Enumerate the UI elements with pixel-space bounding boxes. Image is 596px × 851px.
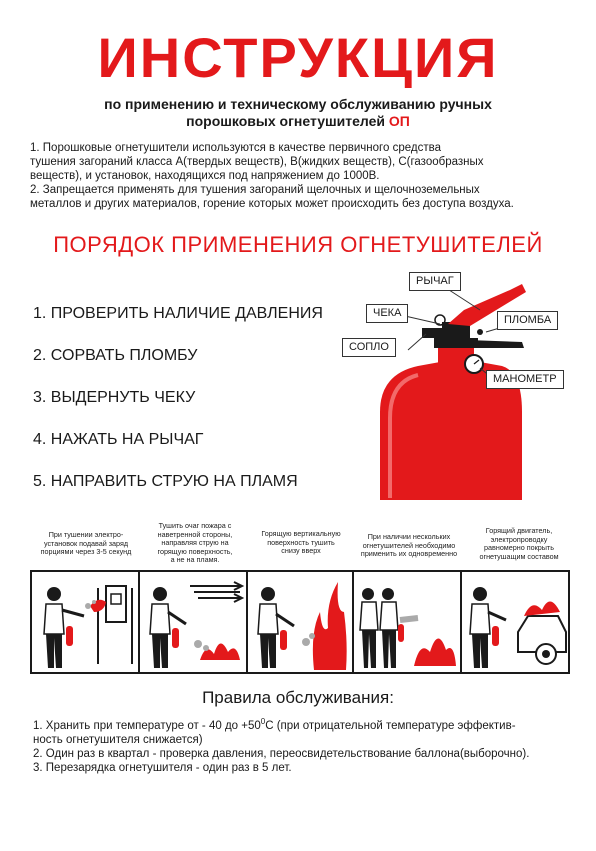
label-pin: ЧЕКА bbox=[366, 304, 408, 323]
tip-caption: Тушить очаг пожара с наветренной стороны, направляя струю на горящую поверхность, а не на пламя. bbox=[157, 521, 233, 564]
usage-step: 5. НАПРАВИТЬ СТРУЮ НА ПЛАМЯ bbox=[33, 473, 298, 490]
subtitle-line-2 bbox=[40, 113, 556, 130]
label-nozzle: СОПЛО bbox=[342, 338, 396, 357]
tip-illustration bbox=[246, 570, 356, 674]
firefighter-vertical-icon bbox=[248, 572, 354, 672]
usage-step: 3. ВЫДЕРНУТЬ ЧЕКУ bbox=[33, 389, 196, 406]
intro-line: тушения загораний класса А(твердых веществ), В(жидких веществ), С(газообразных bbox=[30, 156, 484, 168]
firefighter-engine-icon bbox=[462, 572, 568, 672]
label-seal: ПЛОМБА bbox=[497, 311, 558, 330]
label-lever: РЫЧАГ bbox=[409, 272, 461, 291]
intro-line: 1. Порошковые огнетушители используются в качестве первичного средства bbox=[30, 142, 441, 154]
tip-caption: При тушении электро- установок подавай заряд порциями через 3-5 секунд bbox=[40, 530, 132, 556]
label-gauge: МАНОМЕТР bbox=[486, 370, 564, 389]
tip-caption: Горящую вертикальную поверхность тушить снизу вверх bbox=[261, 529, 341, 555]
intro-line: 2. Запрещается применять для тушения загораний щелочных и щелочноземельных bbox=[30, 184, 480, 196]
maintenance-rule: 2. Один раз в квартал - проверка давления, переосвидетельствование баллона(выборочно). bbox=[33, 747, 530, 760]
intro-line: веществ), и установок, находящихся под напряжением до 1000В. bbox=[30, 170, 380, 182]
firefighters-together-icon bbox=[354, 572, 460, 672]
intro-text bbox=[30, 141, 575, 211]
tip-illustration bbox=[352, 570, 462, 674]
maintenance-title: Правила обслуживания: bbox=[202, 688, 394, 707]
page-subtitle bbox=[40, 96, 556, 130]
nozzle-icon bbox=[422, 328, 444, 338]
tip-illustration bbox=[138, 570, 248, 674]
subtitle-line-1: по применению и техническому обслуживанию ручных bbox=[104, 96, 492, 112]
tip-caption: Горящий двигатель, электропроводку равномерно покрыть огнетушащим составом bbox=[479, 526, 559, 561]
tip-illustration bbox=[30, 570, 140, 674]
maintenance-rule: ность огнетушителя снижается) bbox=[33, 733, 203, 746]
subtitle-accent: ОП bbox=[388, 113, 410, 129]
usage-step: 1. ПРОВЕРИТЬ НАЛИЧИЕ ДАВЛЕНИЯ bbox=[33, 305, 323, 322]
handle-icon bbox=[468, 340, 524, 348]
tip-caption: При наличии нескольких огнетушителей необходимо применить их одновременно bbox=[360, 532, 458, 558]
maintenance-rules bbox=[33, 715, 578, 775]
maintenance-rule: 3. Перезарядка огнетушителя - один раз в 5 лет. bbox=[33, 761, 292, 774]
subtitle-line-2-text: порошковых огнетушителей bbox=[186, 113, 385, 129]
seal-icon bbox=[477, 329, 483, 335]
firefighter-electrical-icon bbox=[32, 572, 138, 672]
tip-illustration bbox=[460, 570, 570, 674]
usage-step: 4. НАЖАТЬ НА РЫЧАГ bbox=[33, 431, 204, 448]
maintenance-rule: 1. Хранить при температуре от - 40 до $+50^0С$ (при отрицательной температуре эффектив- bbox=[33, 717, 516, 732]
usage-step: 2. СОРВАТЬ ПЛОМБУ bbox=[33, 347, 198, 364]
firefighter-windward-icon bbox=[140, 572, 246, 672]
usage-title: ПОРЯДОК ПРИМЕНЕНИЯ ОГНЕТУШИТЕЛЕЙ bbox=[53, 232, 543, 257]
page-title: ИНСТРУКЦИЯ bbox=[97, 26, 499, 89]
intro-line: металлов и других материалов, горение которых может происходить без доступа воздуха. bbox=[30, 198, 514, 210]
